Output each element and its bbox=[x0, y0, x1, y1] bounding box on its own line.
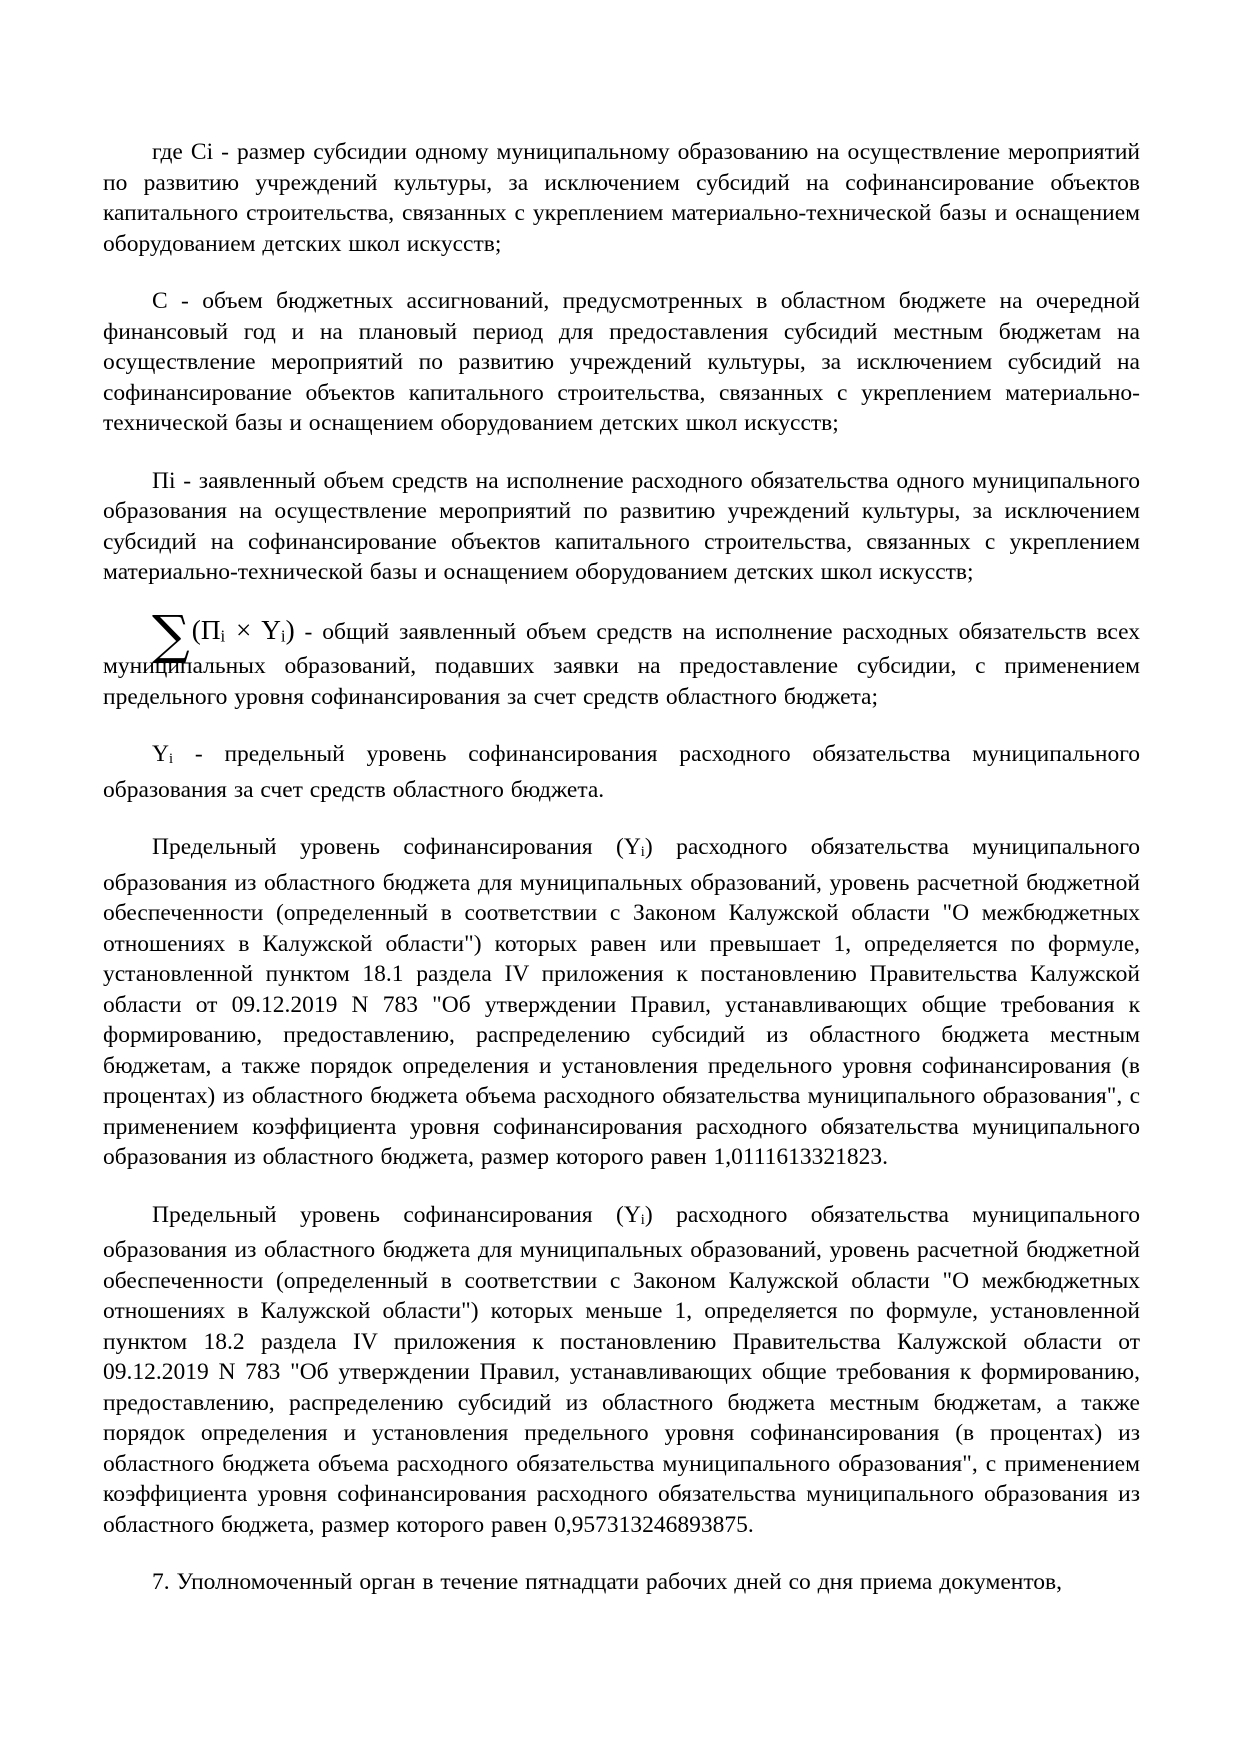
paragraph-ci-definition: где Сi - размер субсидии одному муниципальному образованию на осуществление мероприятий по развитию учреждений культуры, за исключением субсидий на софинансирование объектов капитального строительства, связанных с укреплением материально-технической базы и оснащением оборудованием детских школ искусств; bbox=[103, 139, 1140, 257]
limit-ge1-lead-text: Предельный уровень софинансирования (Y bbox=[152, 834, 641, 861]
paragraph-limit-level-ge1 bbox=[103, 832, 1140, 1173]
sum-sigma-symbol: ∑ bbox=[152, 605, 190, 667]
paragraph-yi-definition bbox=[103, 739, 1140, 805]
limit-lt1-lead-text: Предельный уровень софинансирования (Y bbox=[152, 1201, 641, 1228]
sum-formula-description: - общий заявленный объем средств на исполнение расходных обязательств всех муниципальных образований, подавших заявки на предоставление субсидии, с применением предельного уровня софинансирования за счет средств областного бюджета; bbox=[103, 618, 1140, 710]
limit-lt1-body-text: ) расходного обязательства муниципального образования из областного бюджета для муниципальных образований, уровень расчетной бюджетной обеспеченности (определенный в соответствии с Законом Калужской области "О межбюджетных отношениях в Калужской области") которых меньше 1, определяется по формуле, установленной пунктом 18.2 раздела IV приложения к постановлению Правительства Калужской области от 09.12.2019 N 783 "Об утверждении Правил, устанавливающих общие требования к формированию, предоставлению, распределению субсидий из областного бюджета местным бюджетам, а также порядок определения и установления предельного уровня софинансирования (в процентах) из областного бюджета объема расходного обязательства муниципального образования", с применением коэффициента уровня софинансирования расходного обязательства муниципального образования из областного бюджета, размер которого равен 0,957313246893875. bbox=[103, 1201, 1140, 1538]
paragraph-limit-level-lt1 bbox=[103, 1200, 1140, 1541]
formula-subscript-i: i bbox=[220, 625, 226, 645]
formula-times-y: × Y bbox=[225, 614, 281, 645]
sum-formula-expression bbox=[192, 615, 295, 645]
yi-symbol: Y bbox=[152, 741, 169, 768]
limit-lt1-subscript-i: i bbox=[640, 1211, 645, 1228]
limit-ge1-subscript-i: i bbox=[640, 844, 645, 861]
formula-close-paren: ) bbox=[285, 614, 295, 645]
paragraph-sum-formula-definition bbox=[103, 605, 1140, 713]
limit-ge1-body-text: ) расходного обязательства муниципального образования из областного бюджета для муниципальных образований, уровень расчетной бюджетной обеспеченности (определенный в соответствии с Законом Калужской области "О межбюджетных отношениях в Калужской области") которых равен или превышает 1, определяется по формуле, установленной пунктом 18.1 раздела IV приложения к постановлению Правительства Калужской области от 09.12.2019 N 783 "Об утверждении Правил, устанавливающих общие требования к формированию, предоставлению, распределению субсидий из областного бюджета местным бюджетам, а также порядок определения и установления предельного уровня софинансирования (в процентах) из областного бюджета объема расходного обязательства муниципального образования", с применением коэффициента уровня софинансирования расходного обязательства муниципального образования из областного бюджета, размер которого равен 1,0111613321823. bbox=[103, 834, 1140, 1171]
formula-open-paren: (П bbox=[191, 614, 221, 645]
paragraph-pi-definition: Пi - заявленный объем средств на исполнение расходного обязательства одного муниципального образования на осуществление мероприятий по развитию учреждений культуры, за исключением субсидий на софинансирование объектов капитального строительства, связанных с укреплением материально-технической базы и оснащением оборудованием детских школ искусств; bbox=[103, 467, 1140, 585]
yi-definition-text: - предельный уровень софинансирования расходного обязательства муниципального образования за счет средств областного бюджета. bbox=[103, 741, 1140, 803]
formula-subscript-i: i bbox=[280, 625, 286, 645]
paragraph-c-definition: С - объем бюджетных ассигнований, предусмотренных в областном бюджете на очередной финансовый год и на плановый период для предоставления субсидий местным бюджетам на осуществление мероприятий по развитию учреждений культуры, за исключением субсидий на софинансирование объектов капитального строительства, связанных с укреплением материально-технической базы и оснащением оборудованием детских школ искусств; bbox=[103, 288, 1140, 436]
paragraph-item-7: 7. Уполномоченный орган в течение пятнадцати рабочих дней со дня приема документов, bbox=[152, 1569, 1063, 1596]
yi-subscript-i: i bbox=[168, 751, 174, 768]
